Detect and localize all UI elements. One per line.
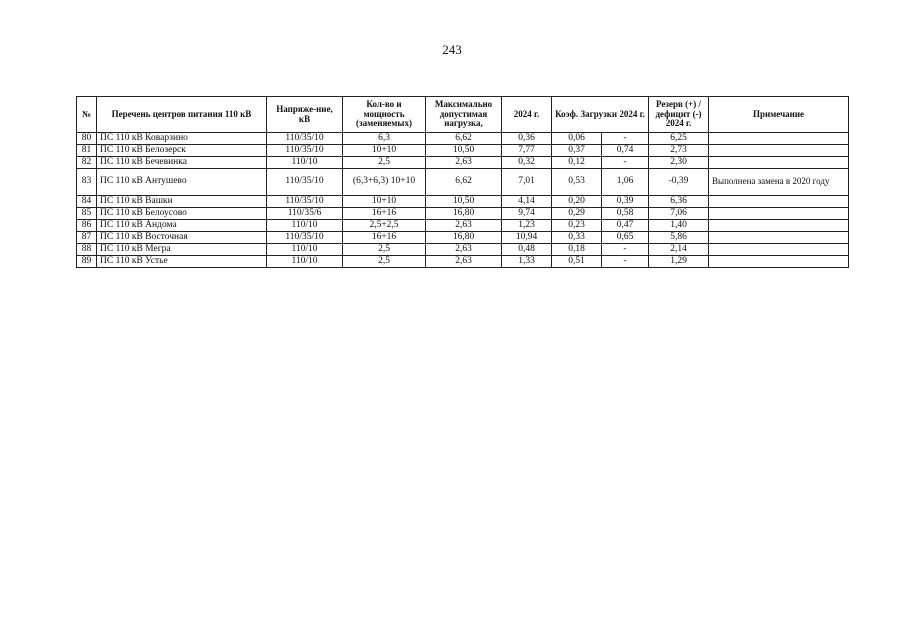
cell-voltage: 110/10 bbox=[267, 220, 343, 232]
cell-max-load: 16,80 bbox=[426, 232, 502, 244]
cell-capacity: (6,3+6,3) 10+10 bbox=[343, 169, 426, 196]
cell-max-load: 6,62 bbox=[426, 133, 502, 145]
cell-name: ПС 110 кВ Белозерск bbox=[97, 145, 267, 157]
cell-voltage: 110/35/10 bbox=[267, 133, 343, 145]
cell-num: 88 bbox=[77, 244, 97, 256]
cell-reserve: 6,36 bbox=[649, 196, 709, 208]
cell-coef2: 0,47 bbox=[602, 220, 649, 232]
cell-coef2: 0,58 bbox=[602, 208, 649, 220]
cell-note: Выполнена замена в 2020 году bbox=[709, 169, 849, 196]
cell-coef2: 0,39 bbox=[602, 196, 649, 208]
table-body bbox=[77, 133, 849, 268]
cell-coef2: - bbox=[602, 157, 649, 169]
cell-reserve: 1,40 bbox=[649, 220, 709, 232]
cell-capacity: 16+16 bbox=[343, 232, 426, 244]
table-row bbox=[77, 244, 849, 256]
cell-name: ПС 110 кВ Андома bbox=[97, 220, 267, 232]
table-row bbox=[77, 169, 849, 196]
cell-load-2024: 9,74 bbox=[502, 208, 552, 220]
cell-coef1: 0,53 bbox=[552, 169, 602, 196]
cell-capacity: 2,5+2,5 bbox=[343, 220, 426, 232]
cell-note bbox=[709, 157, 849, 169]
cell-name: ПС 110 кВ Вашки bbox=[97, 196, 267, 208]
cell-max-load: 6,62 bbox=[426, 169, 502, 196]
cell-num: 80 bbox=[77, 133, 97, 145]
cell-note bbox=[709, 244, 849, 256]
header-load-2024: 2024 г. bbox=[502, 97, 552, 133]
cell-name: ПС 110 кВ Антушево bbox=[97, 169, 267, 196]
cell-name: ПС 110 кВ Мегра bbox=[97, 244, 267, 256]
cell-name: ПС 110 кВ Восточная bbox=[97, 232, 267, 244]
cell-capacity: 16+16 bbox=[343, 208, 426, 220]
cell-voltage: 110/35/10 bbox=[267, 169, 343, 196]
cell-voltage: 110/35/10 bbox=[267, 145, 343, 157]
power-centers-table bbox=[76, 96, 849, 268]
cell-coef1: 0,12 bbox=[552, 157, 602, 169]
cell-coef2: 1,06 bbox=[602, 169, 649, 196]
cell-reserve: 2,30 bbox=[649, 157, 709, 169]
table-row bbox=[77, 157, 849, 169]
cell-num: 85 bbox=[77, 208, 97, 220]
cell-coef1: 0,37 bbox=[552, 145, 602, 157]
cell-num: 82 bbox=[77, 157, 97, 169]
cell-coef2: 0,65 bbox=[602, 232, 649, 244]
cell-num: 83 bbox=[77, 169, 97, 196]
cell-coef2: - bbox=[602, 244, 649, 256]
table-row bbox=[77, 256, 849, 268]
cell-capacity: 10+10 bbox=[343, 196, 426, 208]
cell-note bbox=[709, 133, 849, 145]
table-row bbox=[77, 208, 849, 220]
table-row bbox=[77, 196, 849, 208]
header-num: № bbox=[77, 97, 97, 133]
table-row bbox=[77, 133, 849, 145]
cell-reserve: 1,29 bbox=[649, 256, 709, 268]
cell-voltage: 110/10 bbox=[267, 256, 343, 268]
cell-load-2024: 7,77 bbox=[502, 145, 552, 157]
header-capacity: Кол-во и мощность (заменяемых) bbox=[343, 97, 426, 133]
cell-note bbox=[709, 220, 849, 232]
cell-max-load: 10,50 bbox=[426, 196, 502, 208]
cell-voltage: 110/35/6 bbox=[267, 208, 343, 220]
page-number: 243 bbox=[442, 42, 462, 57]
table-row bbox=[77, 232, 849, 244]
cell-coef1: 0,51 bbox=[552, 256, 602, 268]
header-voltage: Напряже-ние, кВ bbox=[267, 97, 343, 133]
cell-coef1: 0,23 bbox=[552, 220, 602, 232]
cell-num: 89 bbox=[77, 256, 97, 268]
cell-capacity: 2,5 bbox=[343, 256, 426, 268]
cell-num: 81 bbox=[77, 145, 97, 157]
cell-name: ПС 110 кВ Белоусово bbox=[97, 208, 267, 220]
cell-load-2024: 1,23 bbox=[502, 220, 552, 232]
header-reserve: Резерв (+) / дефицит (-) 2024 г. bbox=[649, 97, 709, 133]
cell-max-load: 2,63 bbox=[426, 157, 502, 169]
table-row bbox=[77, 220, 849, 232]
cell-voltage: 110/35/10 bbox=[267, 232, 343, 244]
cell-capacity: 2,5 bbox=[343, 157, 426, 169]
cell-max-load: 2,63 bbox=[426, 220, 502, 232]
cell-load-2024: 0,36 bbox=[502, 133, 552, 145]
header-max-load: Максимально допустимая нагрузка, bbox=[426, 97, 502, 133]
cell-load-2024: 7,01 bbox=[502, 169, 552, 196]
cell-voltage: 110/35/10 bbox=[267, 196, 343, 208]
cell-coef1: 0,33 bbox=[552, 232, 602, 244]
cell-load-2024: 10,94 bbox=[502, 232, 552, 244]
cell-max-load: 2,63 bbox=[426, 256, 502, 268]
cell-reserve: 6,25 bbox=[649, 133, 709, 145]
cell-reserve: 5,86 bbox=[649, 232, 709, 244]
cell-reserve: 7,06 bbox=[649, 208, 709, 220]
cell-capacity: 2,5 bbox=[343, 244, 426, 256]
cell-note bbox=[709, 145, 849, 157]
cell-load-2024: 0,48 bbox=[502, 244, 552, 256]
cell-name: ПС 110 кВ Коварзино bbox=[97, 133, 267, 145]
cell-coef1: 0,29 bbox=[552, 208, 602, 220]
cell-coef2: - bbox=[602, 256, 649, 268]
cell-name: ПС 110 кВ Бечевинка bbox=[97, 157, 267, 169]
cell-capacity: 10+10 bbox=[343, 145, 426, 157]
header-coef: Коэф. Загрузки 2024 г. bbox=[552, 97, 649, 133]
table-row bbox=[77, 145, 849, 157]
cell-note bbox=[709, 256, 849, 268]
cell-load-2024: 1,33 bbox=[502, 256, 552, 268]
cell-capacity: 6,3 bbox=[343, 133, 426, 145]
cell-coef2: - bbox=[602, 133, 649, 145]
cell-name: ПС 110 кВ Устье bbox=[97, 256, 267, 268]
cell-reserve: 2,73 bbox=[649, 145, 709, 157]
cell-load-2024: 0,32 bbox=[502, 157, 552, 169]
cell-voltage: 110/10 bbox=[267, 244, 343, 256]
cell-reserve: 2,14 bbox=[649, 244, 709, 256]
cell-coef1: 0,18 bbox=[552, 244, 602, 256]
cell-max-load: 10,50 bbox=[426, 145, 502, 157]
cell-coef1: 0,20 bbox=[552, 196, 602, 208]
cell-coef2: 0,74 bbox=[602, 145, 649, 157]
cell-note bbox=[709, 196, 849, 208]
cell-num: 84 bbox=[77, 196, 97, 208]
cell-num: 86 bbox=[77, 220, 97, 232]
cell-max-load: 2,63 bbox=[426, 244, 502, 256]
cell-reserve: -0,39 bbox=[649, 169, 709, 196]
cell-note bbox=[709, 208, 849, 220]
cell-coef1: 0,06 bbox=[552, 133, 602, 145]
header-name: Перечень центров питания 110 кВ bbox=[97, 97, 267, 133]
table-header-row bbox=[77, 97, 849, 133]
cell-num: 87 bbox=[77, 232, 97, 244]
cell-load-2024: 4,14 bbox=[502, 196, 552, 208]
cell-voltage: 110/10 bbox=[267, 157, 343, 169]
cell-note bbox=[709, 232, 849, 244]
cell-max-load: 16,80 bbox=[426, 208, 502, 220]
header-note: Примечание bbox=[709, 97, 849, 133]
